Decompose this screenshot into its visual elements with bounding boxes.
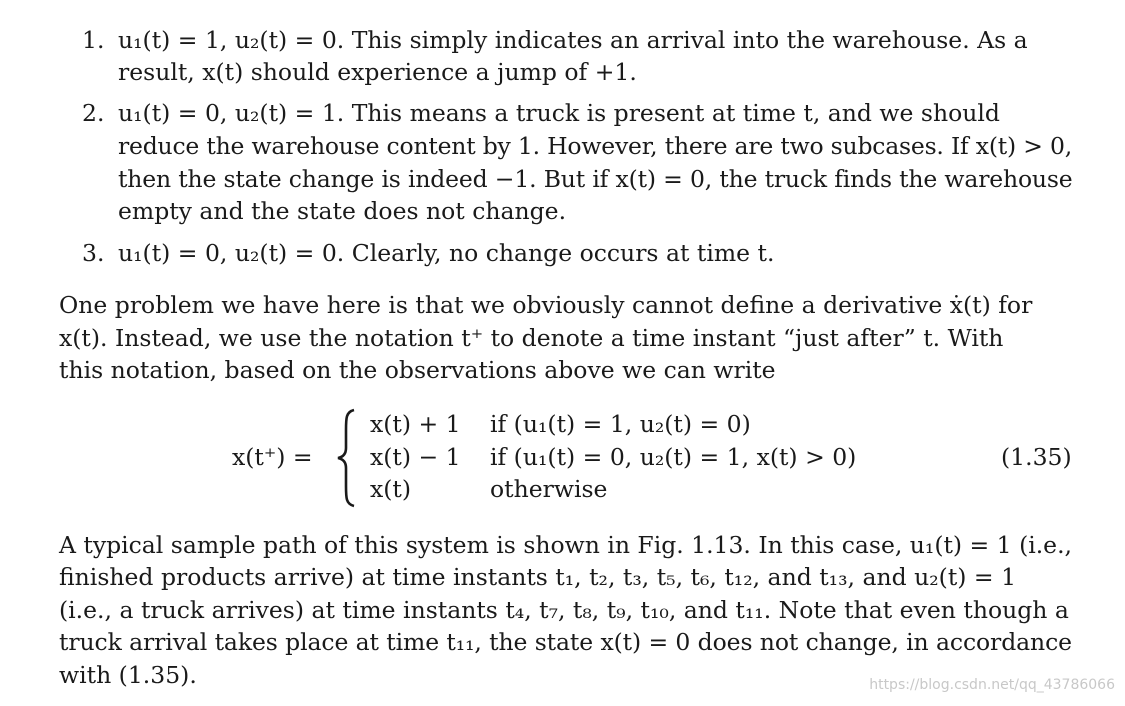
list-number: 1. (82, 26, 105, 54)
case-3-value: x(t) (370, 475, 412, 503)
case-2-condition: if (u₁(t) = 0, u₂(t) = 1, x(t) > 0) (490, 443, 857, 471)
case-3-condition: otherwise (490, 475, 608, 503)
case-2-value: x(t) − 1 (370, 443, 461, 471)
left-brace-icon (336, 408, 358, 508)
paragraph-2-line-5: with (1.35). (59, 661, 197, 689)
list-item-2-line-1: u₁(t) = 0, u₂(t) = 1. This means a truck is present at time t, and we should (118, 99, 1000, 127)
paragraph-1-line-2: x(t). Instead, we use the notation t⁺ to denote a time instant “just after” t. With (59, 324, 1004, 352)
case-1-condition: if (u₁(t) = 1, u₂(t) = 0) (490, 410, 751, 438)
list-item-1-line-2: result, x(t) should experience a jump of +1. (118, 58, 637, 86)
list-item-2-line-3: then the state change is indeed −1. But if x(t) = 0, the truck finds the warehouse (118, 165, 1073, 193)
paragraph-1-line-1: One problem we have here is that we obviously cannot define a derivative ẋ(t) for (59, 291, 1033, 319)
list-item-2-line-2: reduce the warehouse content by 1. However, there are two subcases. If x(t) > 0, (118, 132, 1072, 160)
equation-number: (1.35) (1001, 443, 1072, 471)
watermark-url: https://blog.csdn.net/qq_43786066 (869, 677, 1115, 693)
list-item-2-line-4: empty and the state does not change. (118, 197, 567, 225)
equation-lhs: x(t⁺) = (232, 443, 313, 471)
paragraph-2-line-1: A typical sample path of this system is shown in Fig. 1.13. In this case, u₁(t) = 1 (i.e., (59, 531, 1072, 559)
paragraph-2-line-2: finished products arrive) at time instants t₁, t₂, t₃, t₅, t₆, t₁₂, and t₁₃, and u₂(t) = 1 (59, 563, 1017, 591)
list-number: 3. (82, 239, 105, 267)
paragraph-2-line-3: (i.e., a truck arrives) at time instants t₄, t₇, t₈, t₉, t₁₀, and t₁₁. Note that even though a (59, 596, 1069, 624)
case-1-value: x(t) + 1 (370, 410, 461, 438)
list-item-3-line-1: u₁(t) = 0, u₂(t) = 0. Clearly, no change occurs at time t. (118, 239, 775, 267)
list-item-1-line-1: u₁(t) = 1, u₂(t) = 0. This simply indicates an arrival into the warehouse. As a (118, 26, 1028, 54)
paragraph-2-line-4: truck arrival takes place at time t₁₁, the state x(t) = 0 does not change, in accordance (59, 628, 1072, 656)
list-number: 2. (82, 99, 105, 127)
paragraph-1-line-3: this notation, based on the observations above we can write (59, 356, 776, 384)
